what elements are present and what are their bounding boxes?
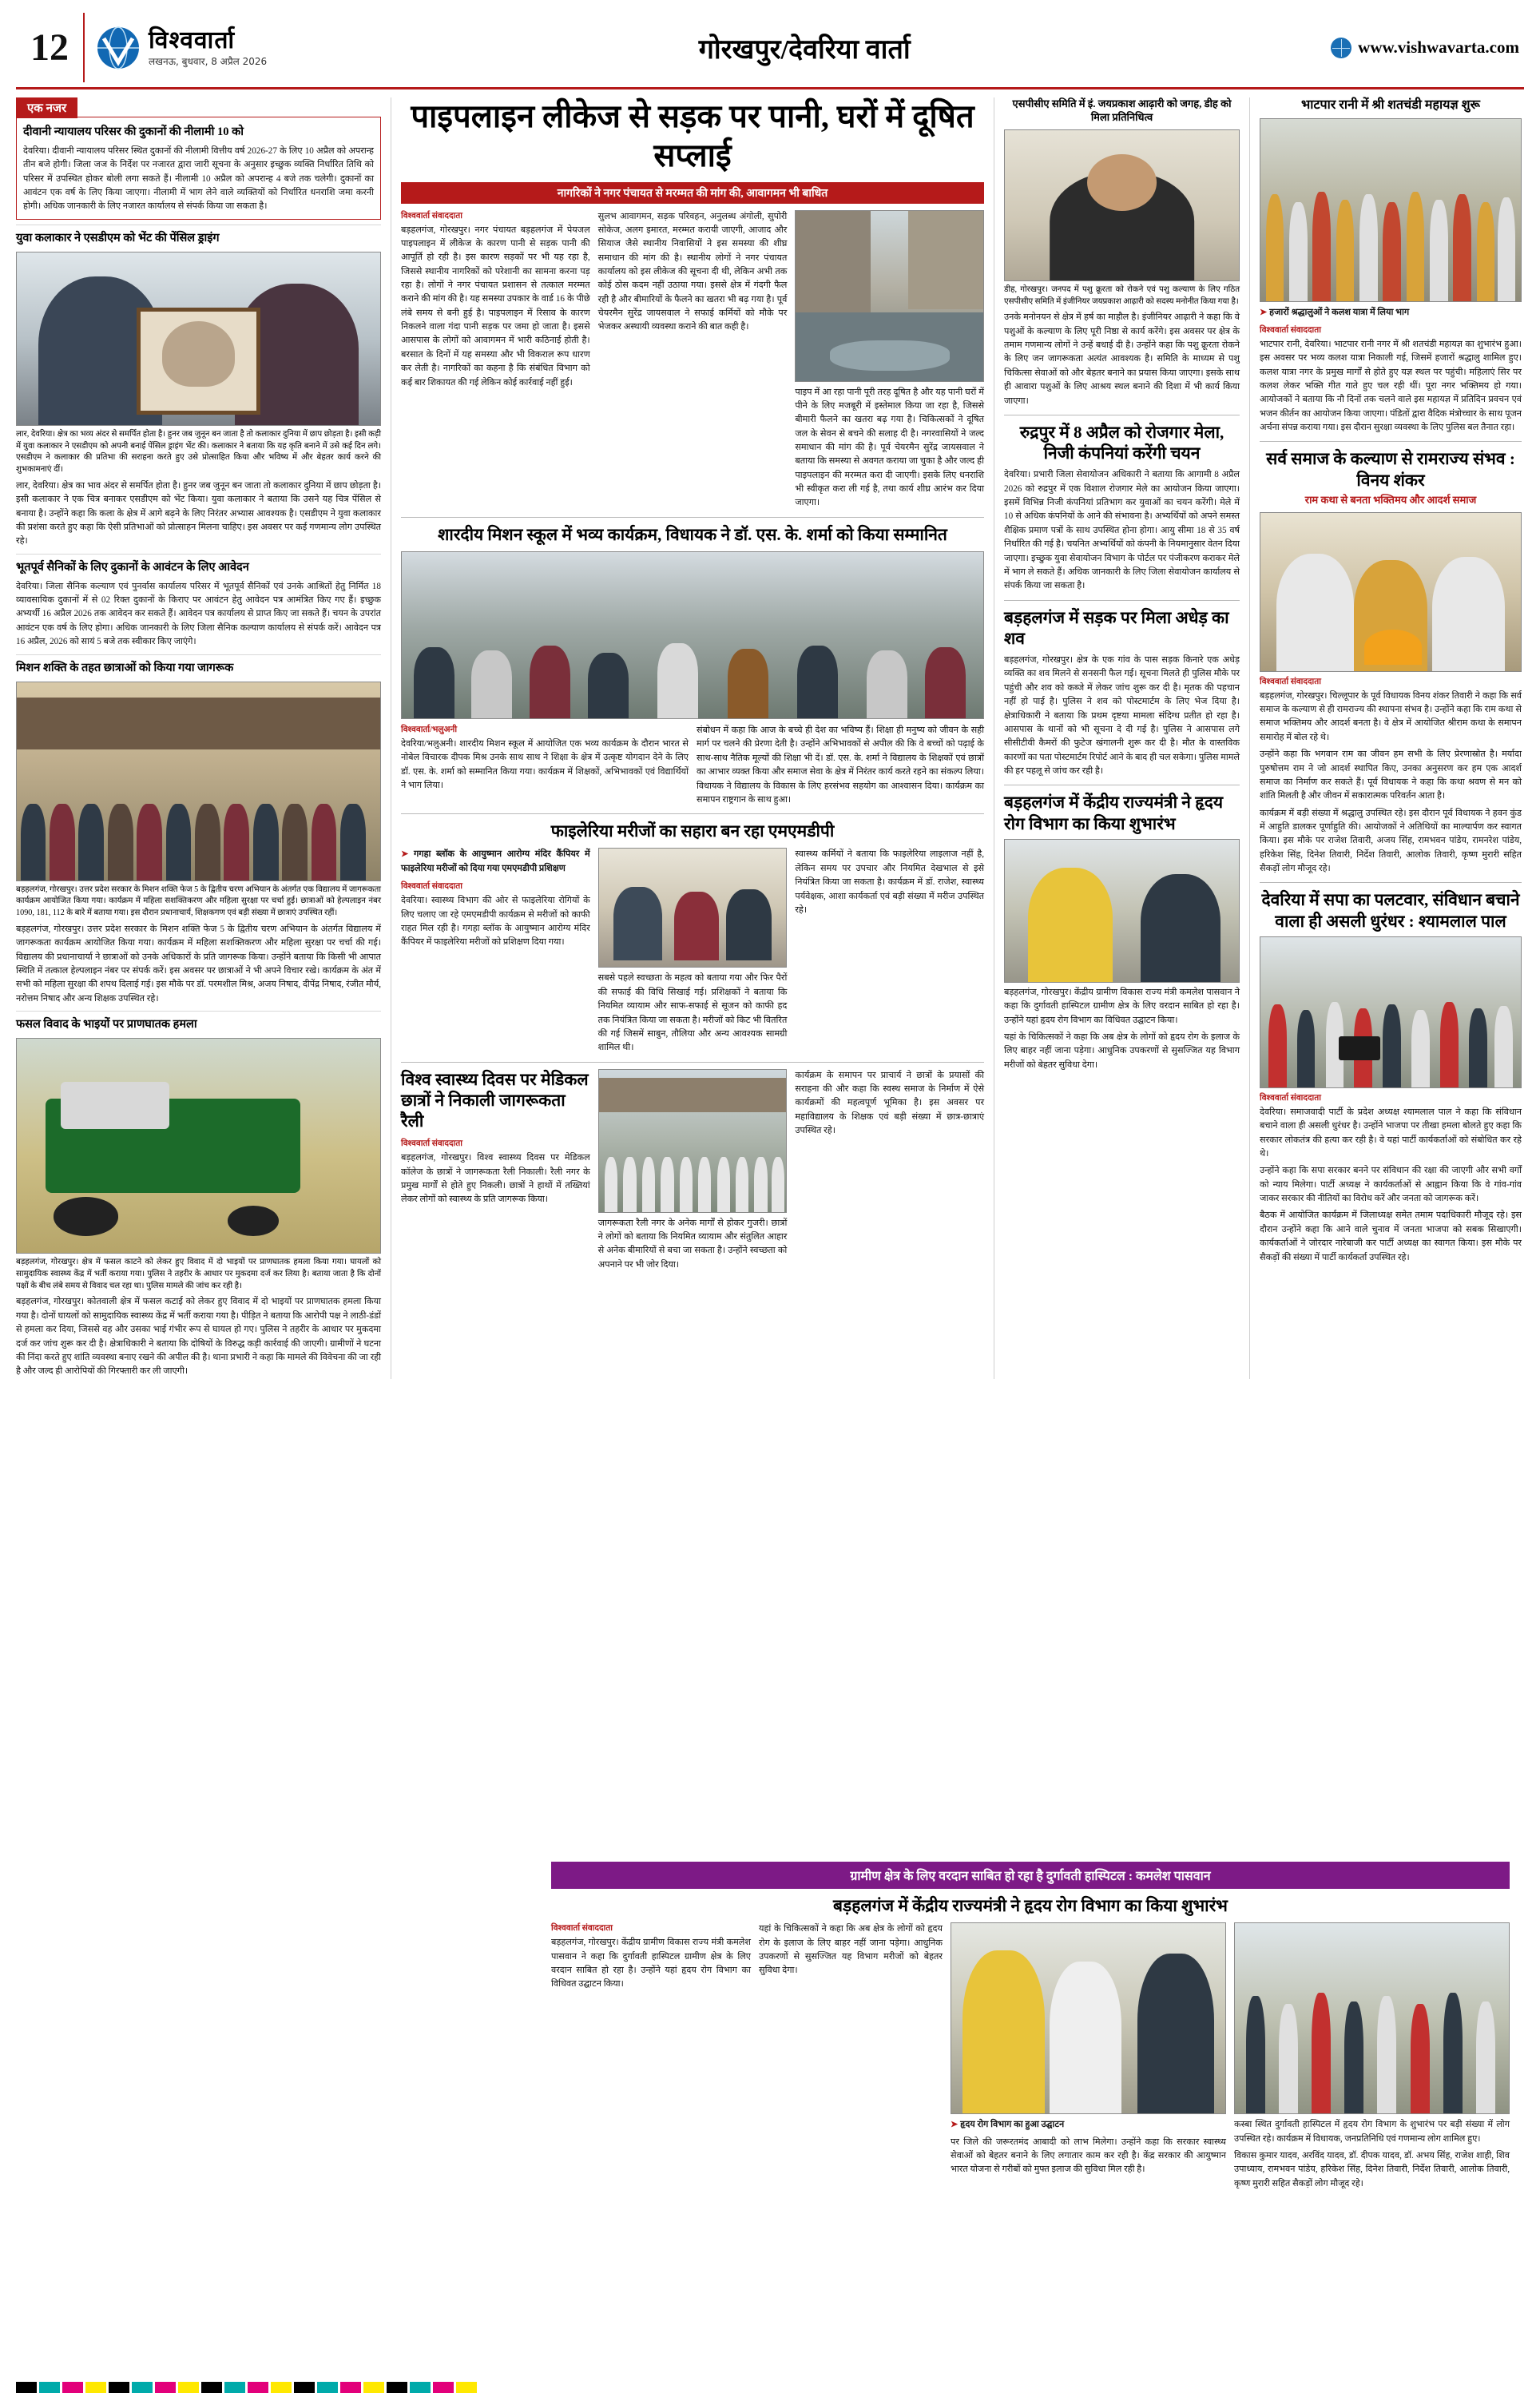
sarv-col-3: कार्यक्रम में बड़ी संख्या में श्रद्धालु उपस्थित रहे। इस दौरान पूर्व विधायक ने हवन कुंड में आहुति डालकर पूर्णाहुति की। आयोजकों ने अतिथियों का माल्यार्पण कर स्वागत किया। इस मौके पर राजेश तिवारी, अजय सिंह, रामभवन पांडेय, रामनरेश पांडेय, हरिकेश सिंह, दिनेश तिवारी, निर्देश तिवारी, आलोक तिवारी, कृष्ण मुरारी सहित सैकड़ों लोग मौजूद रहे। — [1260, 808, 1522, 874]
lead-photo — [795, 210, 984, 382]
sapa-byline: विश्ववार्ता संवाददाता — [1260, 1093, 1321, 1103]
rudrapur-head: रुद्रपुर में 8 अप्रैल को रोजगार मेला, निजी कंपनियां करेंगी चयन — [1019, 422, 1224, 463]
spcia-text: उनके मनोनयन से क्षेत्र में हर्ष का माहौल है। इंजीनियर आढ़ारी ने कहा कि वे पशुओं के कल्याण के लिए पूरी निष्ठा से कार्य करेंगे। इस अवसर पर क्षेत्र के तमाम गणमान्य लोगों ने उन्हें बधाई दी है। उन्होंने कहा कि पशु क्रूरता रोकने के लिए जन जागरूकता अत्यंत आवश्यक है। समिति के माध्यम से पशु चिकित्सा सेवाओं को और बेहतर बनाने का प्रयास किया जाएगा। इसके साथ ही आवारा पशुओं के लिए आश्रय स्थल बनाने की दिशा में भी कार्य किया जाएगा। — [1004, 312, 1240, 406]
publication-logo — [85, 13, 278, 82]
shardiya-col-1: देवरिया/भलुअनी। शारदीय मिशन स्कूल में आयोजित एक भव्य कार्यक्रम के दौरान भारत से नोबेल विचारक दीपक मिश्र उनके साथ साथ ने शिक्षा के क्षेत्र में उत्कृष्ट योगदान देने के लिए डॉ. एस. के. शर्मा को सम्मानित किया गया। कार्यक्रम में शिक्षकों, अभिभावकों एवं विद्यार्थियों ने भाग लिया। — [401, 739, 689, 791]
shardiya-byline: विश्ववार्ता/भलुअनी — [401, 725, 458, 735]
vishwa-col-3: कार्यक्रम के समापन पर प्राचार्य ने छात्रों के प्रयासों की सराहना की और कहा कि स्वस्थ समाज के निर्माण में ऐसे कार्यक्रमों की महत्वपूर्ण भूमिका है। इस अवसर पर महाविद्यालय के शिक्षक एवं बड़ी संख्या में छात्र-छात्राएं उपस्थित रहे। — [795, 1070, 985, 1136]
durgavati-col-2: यहां के चिकित्सकों ने कहा कि अब क्षेत्र के लोगों को हृदय रोग के इलाज के लिए बाहर नहीं जाना पड़ेगा। आधुनिक उपकरणों से सुसज्जित यह विभाग मरीजों को बेहतर सुविधा देगा। — [1004, 1032, 1240, 1070]
column-center — [391, 97, 994, 1379]
section-title: गोरखपुर/देवरिया वार्ता — [698, 34, 911, 65]
bullet-arrow-icon: ➤ — [401, 849, 409, 860]
crop-dispute-caption: बड़हलगंज, गोरखपुर। क्षेत्र में फसल काटने को लेकर हुए विवाद में दो भाइयों पर प्राणघातक हमला किया गया। घायलों को सामुदायिक स्वास्थ्य केंद्र में भर्ती कराया गया। पुलिस ने तहरीर के आधार पर मुकदमा दर्ज कर लिया है। बताया जाता है कि दोनों पक्षों के बीच लंबे समय से विवाद चल रहा था। पुलिस मामले की जांच कर रही है। — [16, 1258, 381, 1290]
shardiya-photo — [401, 551, 984, 719]
filaria-photo — [598, 848, 788, 968]
ek-nazar-item-head: दीवानी न्यायालय परिसर की दुकानों की नीलामी 10 को — [23, 125, 244, 138]
bullet-arrow-icon-2: ➤ — [1260, 308, 1268, 318]
vishwa-byline: विश्ववार्ता संवाददाता — [401, 1139, 462, 1149]
sapa-col-2: उन्होंने कहा कि सपा सरकार बनने पर संविधान की रक्षा की जाएगी और सभी वर्गों को न्याय मिलेगा। पार्टी अध्यक्ष ने कार्यकर्ताओं से आह्वान किया कि वे गांव-गांव जाकर सरकार की नीतियों का विरोध करें और जनता को जागरूक करें। — [1260, 1166, 1522, 1204]
column-far-right — [1250, 97, 1522, 1379]
vishwa-col-1: बड़हलगंज, गोरखपुर। विश्व स्वास्थ्य दिवस पर मेडिकल कॉलेज के छात्रों ने जागरूकता रैली निकाली। रैली नगर के प्रमुख मार्गों से होते हुए निकली। छात्रों ने हाथों में तख्तियां लेकर लोगों को स्वास्थ्य के प्रति जागरूक किया। — [401, 1153, 590, 1205]
ek-nazar-section — [16, 97, 381, 220]
masthead — [16, 13, 1524, 89]
durgavati-body-4: कस्बा स्थित दुर्गावती हास्पिटल में हृदय रोग विभाग के शुभारंभ पर बड़ी संख्या में लोग उपस्थित रहे। कार्यक्रम में विधायक, जनप्रतिनिधि एवं गणमान्य लोग शामिल हुए। — [1234, 2120, 1510, 2144]
vishwa-photo — [598, 1069, 788, 1213]
mission-shakti-photo — [16, 682, 381, 881]
section-title-wrap — [278, 13, 1331, 82]
mission-shakti-head: मिशन शक्ति के तहत छात्राओं को किया गया जागरूक — [16, 661, 234, 674]
sarv-subhead: राम कथा से बनता भक्तिमय और आदर्श समाज — [1304, 493, 1477, 506]
logo-globe-icon — [96, 26, 141, 70]
sapa-col-1: देवरिया। समाजवादी पार्टी के प्रदेश अध्यक्ष श्यामलाल पाल ने कहा कि संविधान बचाने वाला ही असली धुरंधर है। उन्होंने भाजपा पर तीखा हमला बोलते हुए कहा कि सरकार लोकतंत्र की हत्या कर रही है। वे यहां पार्टी कार्यकर्ताओं को संबोधित कर रहे थे। — [1260, 1107, 1522, 1159]
sarv-head: सर्व समाज के कल्याण से रामराज्य संभव : विनय शंकर — [1266, 449, 1515, 490]
bullet-arrow-icon-3: ➤ — [951, 2120, 959, 2130]
filaria-sub — [401, 848, 590, 876]
page-grid — [16, 97, 1524, 1379]
bhatpar-caption-sub — [1260, 306, 1522, 320]
lead-col-1: बड़हलगंज, गोरखपुर। नगर पंचायत बड़हलगंज में पेयजल पाइपलाइन में लीकेज के कारण पानी से सड़क पानी की आपूर्ति हो रही है। इस कारण सड़कों पर भी यह रहा है, जिससे स्थानीय नागरिकों को परेशानी का सामना करना पड़ रहा है। लोगों ने नगर पंचायत प्रशासन से तत्काल मरम्मत कराने की मांग की है। यह समस्या उपकार के वार्ड 16 के पीछे लंबे समय से बनी हुई है। पाइपलाइन में रिसाव के कारण निकलने वाला गंदा पानी सड़क पर जमा हो जाता है। इससे आसपास के लोगों को आवागमन में भारी कठिनाई होती है। बरसात के दिनों में यह समस्या और भी विकराल रूप धारण कर लेती है। नागरिकों का कहना है कि संबंधित विभाग को कई बार शिकायत की गई लेकिन कोई कार्रवाई नहीं हुई। — [401, 225, 590, 388]
durgavati-photo-caption — [951, 2118, 1226, 2132]
sarv-col-1: बड़हलगंज, गोरखपुर। चिल्लूपार के पूर्व विधायक विनय शंकर तिवारी ने कहा कि सर्व समाज के कल्याण से ही रामराज्य की स्थापना संभव है। उन्होंने कहा कि राम कथा से समाज भक्तिमय और आदर्श बनता है। वे क्षेत्र में आयोजित श्रीराम कथा के समापन समारोह में बोल रहे थे। — [1260, 690, 1522, 742]
bhatpar-photo — [1260, 118, 1522, 302]
ek-nazar-item-text: देवरिया। दीवानी न्यायालय परिसर स्थित दुकानों की नीलामी वित्तीय वर्ष 2026-27 के लिए 10 अप्रैल को अपरान्ह तीन बजे होगी। जिला जज के निर्देश पर नजारत द्वारा जारी सूचना के अनुसार इच्छुक व्यक्ति निर्धारित तिथि को परिसर में उपस्थित होकर बोली लगा सकते हैं। नीलामी 10 अप्रैल को अपरान्ह 4 बजे तक चलेगी। दुकानों का आवंटन एक वर्ष के लिए किया जाएगा। नीलामी में भाग लेने वाले व्यक्तियों को निर्धारित धनराशि जमा करनी होगी। अधिक जानकारी के लिए नजारत कार्यालय से संपर्क किया जा सकता है। — [23, 146, 374, 212]
filaria-col-2: सबसे पहले स्वच्छता के महत्व को बताया गया और फिर पैरों की सफाई की विधि सिखाई गई। प्रशिक्षकों ने बताया कि नियमित व्यायाम और साफ-सफाई से सूजन को काफी हद तक नियंत्रित किया जा सकता है। मरीजों को किट भी वितरित की गई जिसमें साबुन, तौलिया और अन्य आवश्यक सामग्री शामिल थी। — [597, 973, 788, 1053]
durgavati-body-3: पर जिले की जरूरतमंद आबादी को लाभ मिलेगा। उन्होंने कहा कि सरकार स्वास्थ्य सेवाओं को बेहतर बनाने के लिए लगातार काम कर रही है। केंद्र सरकार की आयुष्मान भारत योजना से गरीबों को मुफ्त इलाज की सुविधा मिल रही है। — [951, 2137, 1226, 2175]
filaria-sub-text: गगहा ब्लॉक के आयुष्मान आरोग्य मंदिर कैंपियर में फाइलेरिया मरीजों को दिया गया एमएमडीपी प्रशिक्षण — [401, 849, 590, 873]
artist-story-head: युवा कलाकार ने एसडीएम को भेंट की पेंसिल ड्राइंग — [16, 231, 220, 244]
badhalganj-text: बड़हलगंज, गोरखपुर। क्षेत्र के एक गांव के पास सड़क किनारे एक अधेड़ व्यक्ति का शव मिलने से सनसनी फैल गई। सूचना मिलते ही पुलिस मौके पर पहुंची और शव को कब्जे में लेकर जांच शुरू कर दी है। मृतक की पहचान नहीं हो पाई है। पुलिस ने शव को पोस्टमार्टम के लिए भेज दिया है। क्षेत्राधिकारी ने बताया कि प्रथम दृष्टया मामला संदिग्ध प्रतीत हो रहा है। आसपास के थानों को भी सूचना दे दी गई है। पुलिस ने आसपास लगे सीसीटीवी कैमरों की फुटेज खंगालनी शुरू कर दी है। मौत के वास्तविक कारणों का पता पोस्टमार्टम रिपोर्ट आने के बाद ही चल सकेगा। पुलिस मामले की हर पहलू से जांच कर रही है। — [1004, 655, 1240, 776]
lead-body — [401, 210, 984, 511]
sarv-col-2: उन्होंने कहा कि भगवान राम का जीवन हम सभी के लिए प्रेरणास्रोत है। मर्यादा पुरुषोत्तम राम ने जो आदर्श स्थापित किए, उनका अनुसरण कर हम एक आदर्श समाज का निर्माण कर सकते हैं। पूर्व विधायक ने कहा कि कथा श्रवण से मन को शांति मिलती है और जीवन में सकारात्मक परिवर्तन आता है। — [1260, 749, 1522, 801]
durgavati-section — [551, 1862, 1510, 2191]
durgavati-photo-2 — [951, 1922, 1226, 2114]
filaria-head: फाइलेरिया मरीजों का सहारा बन रहा एमएमडीपी — [550, 821, 835, 841]
lead-col-3: पाइप में आ रहा पानी पूरी तरह दूषित है और यह पानी घरों में पीने के लिए मजबूरी में इस्तेमाल किया जा रहा है, जिससे बीमारी फैलने का खतरा बढ़ गया है। चिकित्सकों ने दूषित जल के सेवन से बचने की सलाह दी है। नगरवासियों ने जल्द समाधान की मांग की है। पूर्व चेयरमैन सुरेंद्र जायसवाल ने बताया कि समस्या से अवगत कराया जा चुका है और जल्द ही पाइपलाइन की मरम्मत करा दी जाएगी। इसके लिए धनराशि भी स्वीकृत करा ली गई है, तथा कार्य शीघ्र आरंभ कर दिया जाएगा। — [795, 387, 985, 508]
lead-headline: पाइपलाइन लीकेज से सड़क पर पानी, घरों में दूषित सप्लाई — [411, 98, 974, 173]
lead-subheadline: नागरिकों ने नगर पंचायत से मरम्मत की मांग की, आवागमन भी बाधित — [401, 182, 984, 204]
durgavati-head: बड़हलगंज में केंद्रीय राज्यमंत्री ने हृदय रोग विभाग का किया शुभारंभ — [833, 1896, 1228, 1915]
badhalganj-head: बड़हलगंज में सड़क पर मिला अधेड़ का शव — [1004, 607, 1229, 648]
artist-photo-caption: लार, देवरिया। क्षेत्र का भव्य अंदर से समर्पित होता है। हुनर जब जुनून बन जाता है तो कलाकार दुनिया में छाप छोड़ता है। इसी कड़ी में युवा कलाकार ने एसडीएम को अपनी बनाई पेंसिल ड्राइंग भेंट की। कलाकार ने बताया कि यह कृति बनाने में उसे कई दिन लगे। एसडीएम ने कलाकार की प्रतिभा की सराहना करते हुए उसे प्रोत्साहित किया और भविष्य में और बेहतर कार्य करने की शुभकामनाएं दीं। — [16, 429, 381, 475]
column-left — [16, 97, 391, 1379]
logo-title: विश्ववार्ता — [149, 27, 236, 54]
vishwa-head: विश्व स्वास्थ्य दिवस पर मेडिकल छात्रों ने निकाली जागरूकता रैली — [401, 1069, 589, 1131]
rudrapur-text: देवरिया। प्रभारी जिला सेवायोजन अधिकारी ने बताया कि आगामी 8 अप्रैल 2026 को रुद्रपुर में एक विशाल रोजगार मेले का आयोजन किया जाएगा। इसमें विभिन्न निजी कंपनियां प्रतिभाग कर युवाओं का चयन करेंगी। मेले में 10 से अधिक कंपनियों के आने की संभावना है। अभ्यर्थियों को अपने समस्त शैक्षिक प्रमाण पत्रों के साथ उपस्थित होना होगा। आयु सीमा 18 से 35 वर्ष निर्धारित की गई है। चयनित अभ्यर्थियों को कंपनी के नियमानुसार वेतन दिया जाएगा। इच्छुक युवा सेवायोजन विभाग के पोर्टल पर पंजीकरण कराकर मेले में भाग ले सकते हैं। अधिक जानकारी के लिए जिला सेवायोजन कार्यालय से संपर्क किया जा सकता है। — [1004, 470, 1240, 591]
bhatpar-text: भाटपार रानी, देवरिया। भाटपार रानी नगर में श्री शतचंडी महायज्ञ का शुभारंभ हुआ। इस अवसर पर भव्य कलश यात्रा निकाली गई, जिसमें हजारों श्रद्धालु शामिल हुए। कलश यात्रा नगर के प्रमुख मार्गों से होते हुए यज्ञ स्थल पर पहुंची। महिलाएं सिर पर कलश लेकर भक्ति गीत गाते हुए चल रही थीं। पूरा नगर भक्तिमय हो गया। आयोजकों ने बताया कि नौ दिनों तक चलने वाले इस महायज्ञ में प्रतिदिन प्रवचन एवं भजन कीर्तन का आयोजन किया जाएगा। पंडितों द्वारा वैदिक मंत्रोच्चार के साथ पूजन अर्चना संपन्न कराया गया। इस दौरान सुरक्षा व्यवस्था के लिए पुलिस बल तैनात रहा। — [1260, 339, 1522, 432]
ek-nazar-box — [16, 117, 381, 220]
globe-icon — [1331, 38, 1351, 58]
crop-dispute-text: बड़हलगंज, गोरखपुर। कोतवाली क्षेत्र में फसल कटाई को लेकर हुए विवाद में दो भाइयों पर प्राणघातक हमला किया गया है। दोनों घायलों को सामुदायिक स्वास्थ्य केंद्र में भर्ती कराया गया है। पीड़ित ने बताया कि आरोपी पक्ष ने लाठी-डंडों से हमला कर दिया, जिससे वह और उसका भाई गंभीर रूप से घायल हो गए। पुलिस ने तहरीर के आधार पर मुकदमा दर्ज कर जांच शुरू कर दी है। क्षेत्राधिकारी ने बताया कि दोषियों के विरुद्ध कड़ी कार्रवाई की जाएगी। ग्रामीणों ने घटना की निंदा करते हुए शांति व्यवस्था बनाए रखने की अपील की है। थाना प्रभारी ने कहा कि मामले की विवेचना की जा रही है और जल्द ही आरोपियों की गिरफ्तारी कर ली जाएगी। — [16, 1297, 381, 1377]
column-right-inner — [994, 97, 1250, 1379]
sapa-photo — [1260, 936, 1522, 1088]
ek-nazar-tab: एक नजर — [16, 97, 77, 118]
spcia-photo — [1004, 129, 1240, 281]
filaria-byline: विश्ववार्ता संवाददाता — [401, 882, 462, 892]
durgavati-caption-text: हृदय रोग विभाग का हुआ उद्घाटन — [960, 2120, 1065, 2130]
mission-shakti-caption: बड़हलगंज, गोरखपुर। उत्तर प्रदेश सरकार के मिशन शक्ति फेज 5 के द्वितीय चरण अभियान के अंतर्गत एक विद्यालय में जागरूकता कार्यक्रम आयोजित किया गया। कार्यक्रम में महिला सशक्तिकरण और महिला सुरक्षा पर चर्चा हुई। छात्राओं को हेल्पलाइन नंबर 1090, 181, 112 के बारे में बताया गया। इस दौरान प्रधानाचार्य, शिक्षकगण एवं बड़ी संख्या में छात्राएं उपस्थित रहीं। — [16, 884, 381, 918]
vishwa-col-2: जागरूकता रैली नगर के अनेक मार्गों से होकर गुजरी। छात्रों ने लोगों को बताया कि नियमित व्यायाम और संतुलित आहार से अनेक बीमारियों से बचा जा सकता है। उन्होंने स्वच्छता को अपनाने पर भी जोर दिया। — [597, 1218, 788, 1270]
durgavati-body-5: विकास कुमार यादव, अरविंद यादव, डॉ. दीपक यादव, डॉ. अभय सिंह, राजेश शाही, शिव उपाध्याय, रामभवन पांडेय, हरिकेश सिंह, दिनेश तिवारी, निर्देश तिवारी, आलोक तिवारी, कृष्ण मुरारी सहित सैकड़ों लोग मौजूद रहे। — [1234, 2150, 1510, 2188]
lead-byline: विश्ववार्ता संवाददाता — [401, 211, 462, 221]
sapa-head: देवरिया में सपा का पलटवार, संविधान बचाने वाला ही असली धुरंधर : श्यामलाल पाल — [1261, 890, 1520, 931]
sarv-byline: विश्ववार्ता संवाददाता — [1260, 677, 1321, 686]
exservicemen-head: भूतपूर्व सैनिकों के लिए दुकानों के आवंटन के लिए आवेदन — [16, 560, 249, 574]
page-number: 12 — [30, 26, 69, 69]
spcia-caption: डीह, गोरखपुर। जनपद में पशु क्रूरता को रोकने एवं पशु कल्याण के लिए गठित एसपीसीए समिति में इंजीनियर जयप्रकाश आढ़ारी को सदस्य मनोनीत किया गया है। — [1004, 284, 1240, 306]
durgavati-byline: विश्ववार्ता संवाददाता — [551, 1924, 613, 1934]
bhatpar-caption-text: हजारों श्रद्धालुओं ने कलश यात्रा में लिया भाग — [1269, 308, 1410, 318]
filaria-col-1: देवरिया। स्वास्थ्य विभाग की ओर से फाइलेरिया रोगियों के लिए चलाए जा रहे एमएमडीपी कार्यक्रम से मरीजों को काफी राहत मिल रही है। गगहा ब्लॉक के आयुष्मान आरोग्य मंदिर कैंपियर में फाइलेरिया मरीजों को प्रशिक्षण दिया गया। — [401, 896, 590, 948]
artist-photo — [16, 252, 381, 426]
sarv-photo — [1260, 512, 1522, 672]
shardiya-head: शारदीय मिशन स्कूल में भव्य कार्यक्रम, विधायक ने डॉ. एस. के. शर्मा को किया सम्मानित — [438, 524, 947, 544]
durgavati-photo-3 — [1234, 1922, 1510, 2114]
durgavati-head-left: बड़हलगंज में केंद्रीय राज्यमंत्री ने हृदय रोग विभाग का किया शुभारंभ — [1004, 793, 1224, 833]
artist-story-text: लार, देवरिया। क्षेत्र का भाव अंदर से समर्पित होता है। हुनर जब जुनून बन जाता तो कलाकार दुनिया में छाप छोड़ता है। इसी कलाकार ने एक चित्र बनाकर एसडीएम को भेंट किया। युवा कलाकार ने बताया कि उसने यह चित्र पेंसिल से बनाया है। उन्होंने कहा कि कला के क्षेत्र में आगे बढ़ने के लिए निरंतर अभ्यास आवश्यक है। एसडीएम ने युवा कलाकार की प्रशंसा करते हुए कहा कि ऐसी प्रतिभाओं को प्रोत्साहन मिलना चाहिए। इस अवसर पर कई गणमान्य लोग उपस्थित रहे। — [16, 480, 381, 547]
shardiya-col-2: संबोधन में कहा कि आज के बच्चे ही देश का भविष्य हैं। शिक्षा ही मनुष्य को जीवन के सही मार्ग पर चलने की प्रेरणा देती है। उन्होंने अभिभावकों से अपील की कि वे बच्चों को पढ़ाई के साथ-साथ नैतिक मूल्यों की शिक्षा भी दें। डॉ. एस. के. शर्मा ने विद्यालय के शिक्षकों एवं छात्रों का आभार व्यक्त किया और समाज सेवा के क्षेत्र में निरंतर कार्य करते रहने का संकल्प लिया। विधायक ने विद्यालय के विकास के लिए हरसंभव सहयोग का आश्वासन दिया। कार्यक्रम का समापन राष्ट्रगान के साथ हुआ। — [697, 725, 984, 805]
sapa-col-3: बैठक में आयोजित कार्यक्रम में जिलाध्यक्ष समेत तमाम पदाधिकारी मौजूद रहे। इस दौरान उन्होंने कहा कि आने वाले चुनाव में जनता भाजपा को सबक सिखाएगी। कार्यकर्ताओं ने जोरदार नारेबाजी कर पार्टी अध्यक्ष का स्वागत किया। इस मौके पर सैकड़ों की संख्या में पार्टी कार्यकर्ता उपस्थित रहे। — [1260, 1210, 1522, 1262]
durgavati-photo-1 — [1004, 839, 1240, 983]
durgavati-body-1: बड़हलगंज, गोरखपुर। केंद्रीय ग्रामीण विकास राज्य मंत्री कमलेश पासवान ने कहा कि दुर्गावती हास्पिटल ग्रामीण क्षेत्र के लिए वरदान साबित हो रहा है। उन्होंने यहां हृदय रोग विभाग का विधिवत उद्घाटन किया। — [551, 1938, 751, 1990]
website-url: www.vishwavarta.com — [1358, 38, 1519, 57]
crop-dispute-head: फसल विवाद के भाइयों पर प्राणघातक हमला — [16, 1018, 197, 1032]
crowd-art — [17, 771, 380, 880]
bhatpar-byline: विश्ववार्ता संवाददाता — [1260, 325, 1321, 335]
durgavati-band: ग्रामीण क्षेत्र के लिए वरदान साबित हो रहा है दुर्गावती हास्पिटल : कमलेश पासवान — [551, 1862, 1510, 1889]
print-registration-bars — [16, 2382, 477, 2393]
durgavati-body-2: यहां के चिकित्सकों ने कहा कि अब क्षेत्र के लोगों को हृदय रोग के इलाज के लिए बाहर नहीं जाना पड़ेगा। आधुनिक उपकरणों से सुसज्जित यह विभाग मरीजों को बेहतर सुविधा देगा। — [759, 1924, 943, 1976]
mission-shakti-text: बड़हलगंज, गोरखपुर। उत्तर प्रदेश सरकार के मिशन शक्ति फेज 5 के द्वितीय चरण अभियान के अंतर्गत विद्यालय में जागरूकता कार्यक्रम आयोजित किया गया। कार्यक्रम में महिला सशक्तिकरण और महिला सुरक्षा पर चर्चा की गई। विद्यालय की प्रधानाचार्या ने छात्राओं को उनके अधिकारों के प्रति जागरूक किया। उन्होंने बताया कि किसी भी आपात स्थिति में तत्काल हेल्पलाइन नंबर पर संपर्क करें। इस अवसर पर छात्राओं ने भी अपने विचार रखे। कार्यक्रम के अंत में सभी को महिला सुरक्षा की शपथ दिलाई गई। इस मौके पर डॉ. परमशील मिश्र, अजय निषाद, दीपेंद्र निषाद, रंजीत मौर्य, नरोत्तम निषाद और अन्य शिक्षक उपस्थित रहे। — [16, 924, 381, 1004]
spcia-head: एसपीसीए समिति में इं. जयप्रकाश आढ़ारी को जगह, डीह को मिला प्रतिनिधित्व — [1012, 97, 1232, 123]
website-link[interactable] — [1331, 13, 1524, 82]
crop-dispute-photo — [16, 1038, 381, 1254]
logo-subtitle: लखनऊ, बुधवार, 8 अप्रैल 2026 — [149, 55, 268, 67]
exservicemen-text: देवरिया। जिला सैनिक कल्याण एवं पुनर्वास कार्यालय परिसर में भूतपूर्व सैनिकों एवं उनके आश्रितों हेतु निर्मित 18 व्यावसायिक दुकानों में से 02 रिक्त दुकानों के किराए पर आवंटन हेतु आवेदन पत्र आमंत्रित किए गए हैं। इच्छुक अभ्यर्थी 16 अप्रैल 2026 तक आवेदन कर सकते हैं। आवेदन पत्र कार्यालय से प्राप्त किए जा सकते हैं। चयन के उपरांत आवंटन एक वर्ष के लिए होगा। अधिक जानकारी के लिए जिला सैनिक कल्याण कार्यालय से संपर्क करें। आवेदन पत्र 16 अप्रैल, 2026 को सायं 5 बजे तक स्वीकार किए जाएंगे। — [16, 581, 381, 647]
bhatpar-head: भाटपार रानी में श्री शतचंडी महायज्ञ शुरू — [1301, 98, 1480, 112]
page-number-box — [16, 13, 85, 82]
durgavati-col-1: बड़हलगंज, गोरखपुर। केंद्रीय ग्रामीण विकास राज्य मंत्री कमलेश पासवान ने कहा कि दुर्गावती हास्पिटल ग्रामीण क्षेत्र के लिए वरदान साबित हो रहा है। उन्होंने यहां हृदय रोग विभाग का विधिवत उद्घाटन किया। — [1004, 987, 1240, 1025]
filaria-col-3: स्वास्थ्य कर्मियों ने बताया कि फाइलेरिया लाइलाज नहीं है, लेकिन समय पर उपचार और नियमित देखभाल से इसे नियंत्रित किया जा सकता है। कार्यक्रम में डॉ. राजेश, स्वास्थ्य पर्यवेक्षक, आशा कार्यकर्ता एवं बड़ी संख्या में मरीज उपस्थित रहे। — [795, 849, 985, 915]
lead-col-2: सुलभ आवागमन, सड़क परिवहन, अनुलब्ध अंगोली, सुपोरी सोकेज, अलग इमारत, मरम्मत करायी जाएगी, आजाद और सियाज जैसे स्थानीय निवासियों ने इस समस्या की शीघ्र समाधान की मांग की है। स्थानीय लोगों ने नगर पंचायत कार्यालय को इस लीकेज की सूचना दी थी, लेकिन अभी तक कोई ठोस कदम नहीं उठाया गया। इससे क्षेत्र में गंदगी फैल रही है और बीमारियों के फैलने का खतरा भी बढ़ गया है। पूर्व चेयरमैन सुरेंद्र जायसवाल ने सफाई कर्मियों को मौके पर भेजकर अस्थायी व्यवस्था कराने की बात कही है। — [597, 211, 788, 332]
